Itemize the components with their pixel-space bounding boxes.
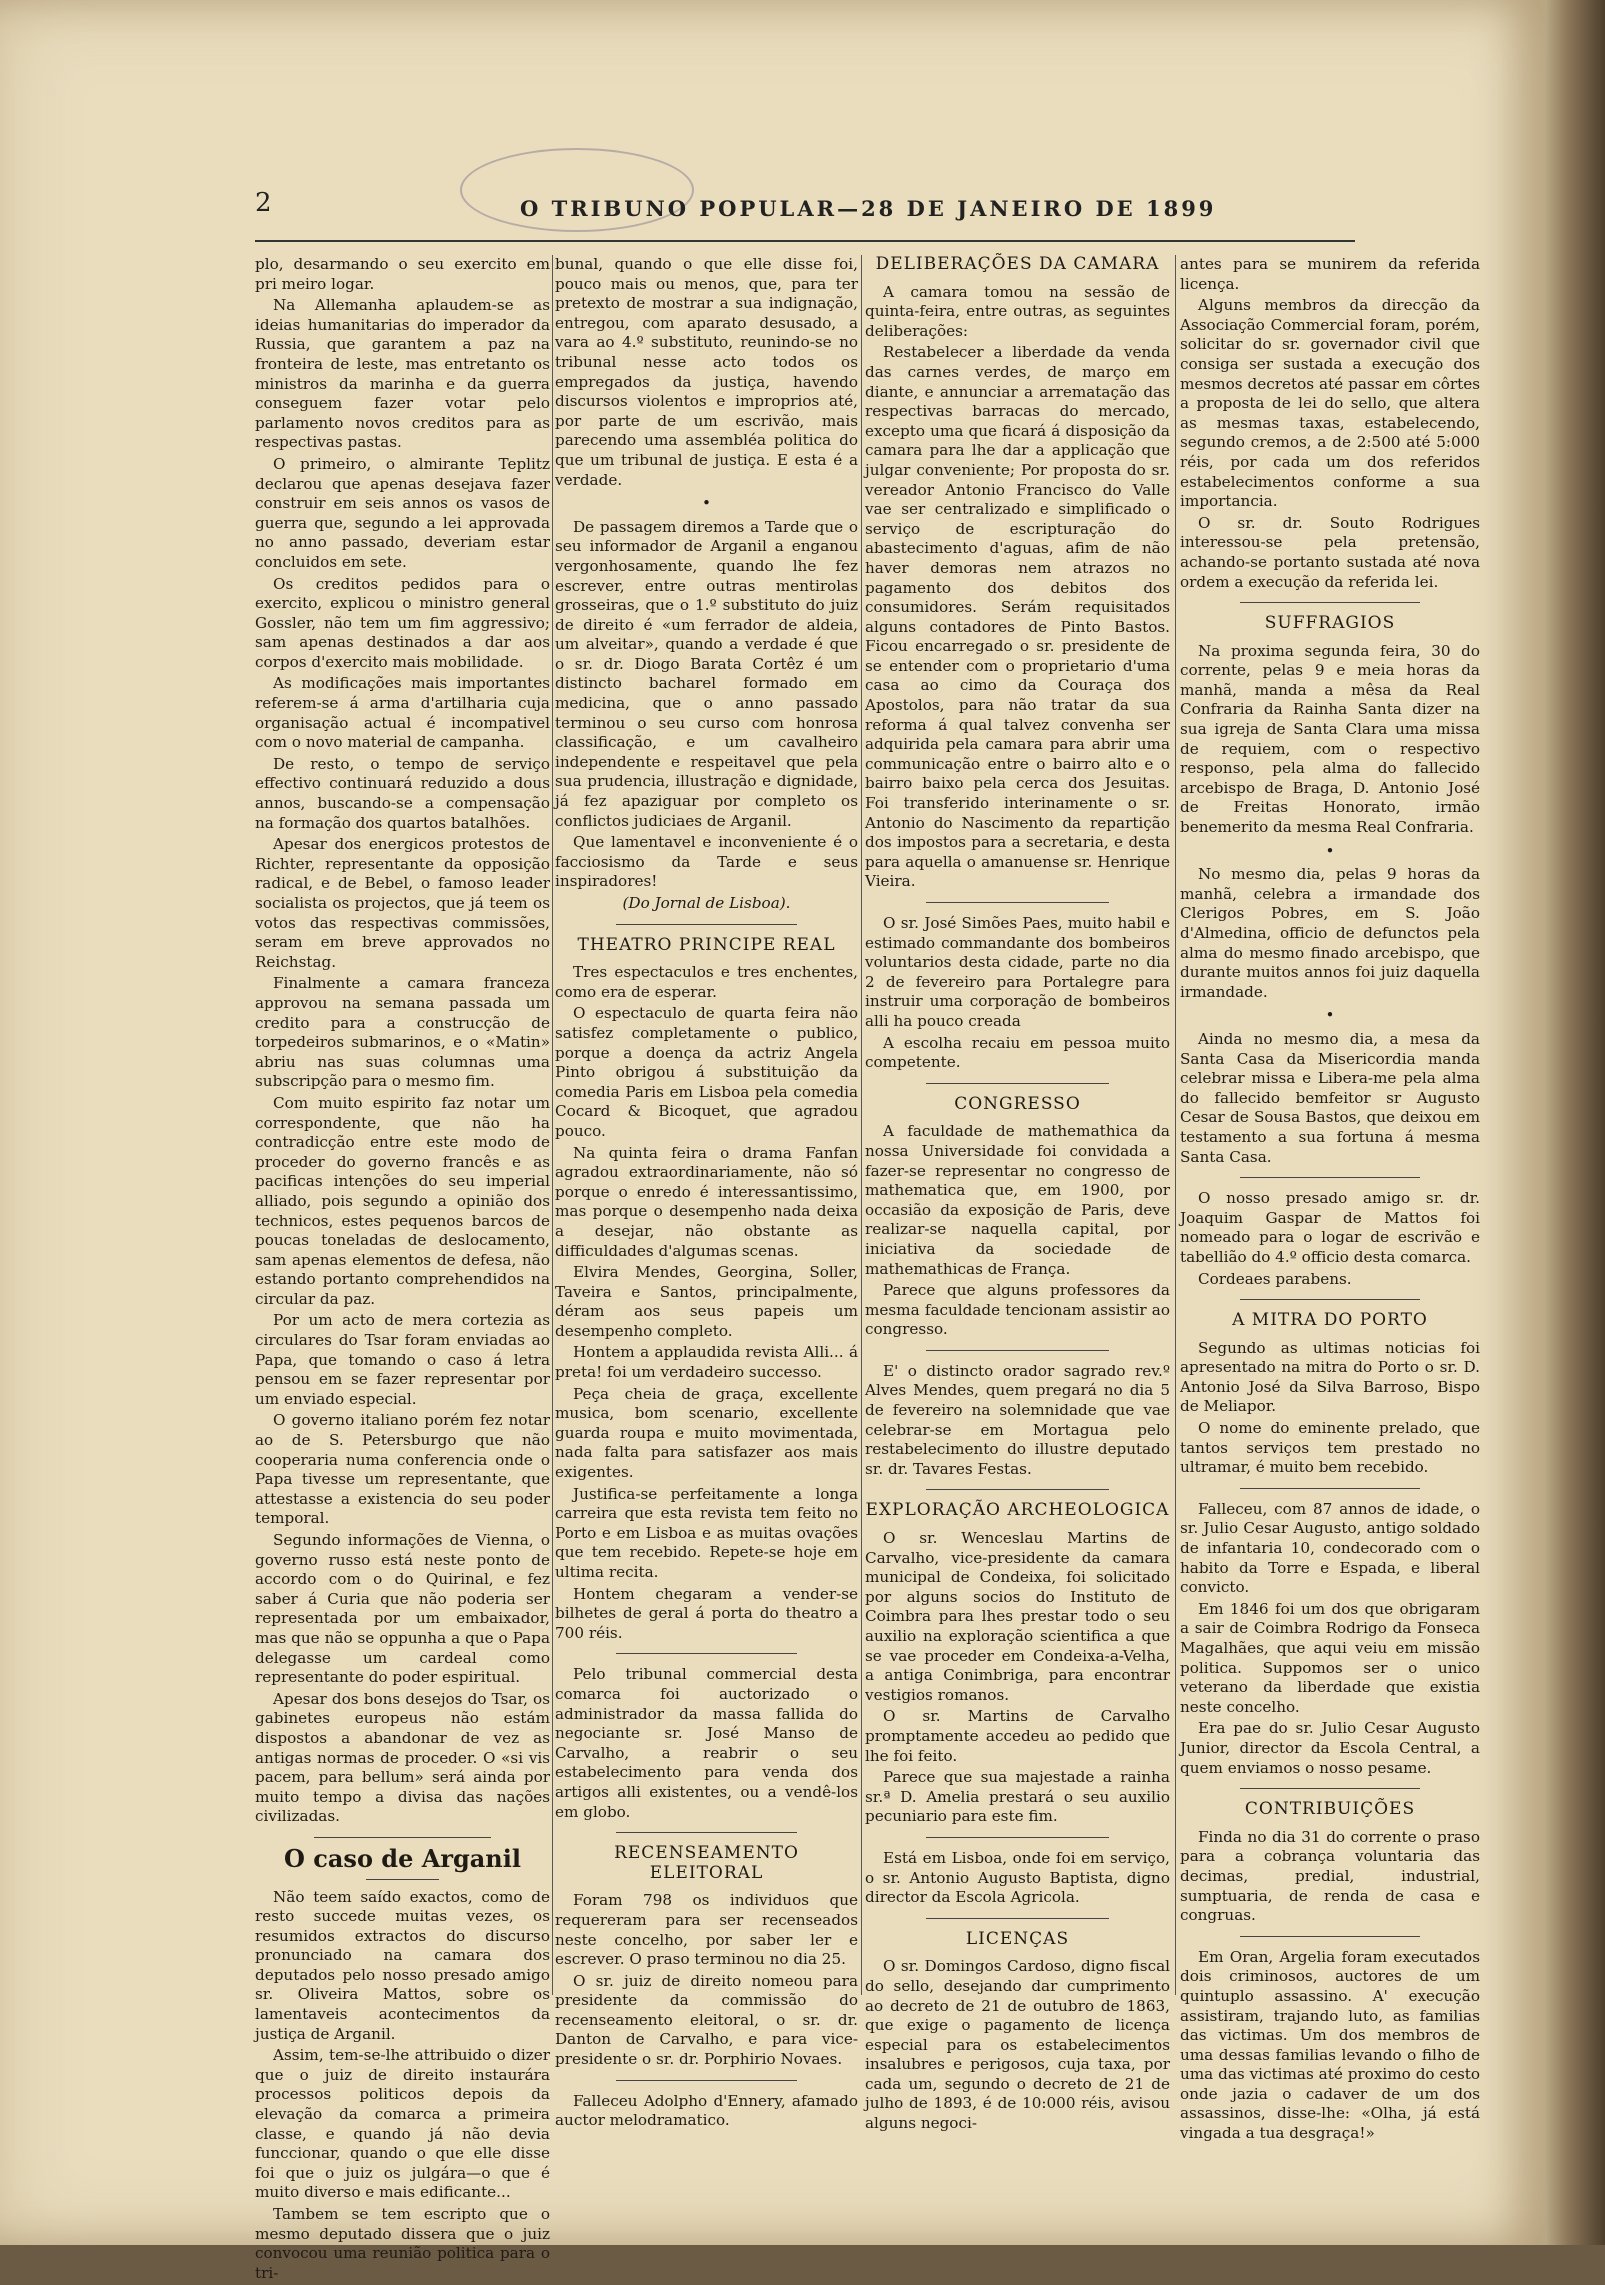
article-heading: RECENSEAMENTO ELEITORAL [614,1843,799,1883]
column-divider [861,255,862,1995]
paragraph: De passagem diremos a Tarde que o seu informador de Arganil a enganou vergonhosamente, quando lhe fez escrever, entre outras mentirolas grosseiras, que o 1.º substituto do juiz de direito é «um ferrador de aldeia, um alveitar», quando a verdade é que o sr. dr. Diogo Barata Cortêz é um distincto bacharel formado em medicina, que o anno passado terminou o seu curso com honrosa classificação, e um cavalheiro independente e respeitavel que pela sua prudencia, illustração e dignidade, já fez apaziguar por completo os conflictos judiciaes de Arganil. [555,517,858,830]
section-separator [314,1837,491,1839]
section-separator [926,902,1109,904]
section-separator [926,1837,1109,1839]
paragraph: O sr. Martins de Carvalho promptamente accedeu ao pedido que lhe foi feito. [865,1707,1170,1765]
paragraph: Restabelecer a liberdade da venda das carnes verdes, de março em diante, e annunciar a arrematação das respectivas barracas do mercado, excepto uma que ficará á disposição da camara para lhe dar a applicação que julgar conveniente; Por proposta do sr. vereador Antonio Francisco do Valle vae ser centralizado e simplificado o serviço de escripturação do abastecimento d'aguas, afim de não haver demoras nem atrazos no pagamento dos debitos dos consumidores. Serám requisitados alguns contadores de Pinto Bastos. Ficou encarregado o sr. presidente de se entender com o proprietario d'uma casa ao cimo da Couraça dos Apostolos, para não tratar da sua reforma á qual talvez convenha ser adquirida pela camara para abrir uma communicação entre o bairro alto e o bairro baixo pela cerca dos Jesuitas. Foi transferido interinamente o sr. Antonio do Nascimento da repartição dos impostos para a secretaria, e desta para aquella o amanuense sr. Henrique Vieira. [865,343,1170,891]
paragraph: De resto, o tempo de serviço effectivo continuará reduzido a dous annos, buscando-se a compensação na formação dos quartos batalhões. [255,754,550,832]
paragraph: Parece que alguns professores da mesma faculdade tencionam assistir ao congresso. [865,1281,1170,1339]
paragraph: Os creditos pedidos para o exercito, explicou o ministro general Gossler, não tem um fim aggressivo; sam apenas destinados a dar aos corpos d'exercito mais mobilidade. [255,574,550,671]
paragraph: Hontem chegaram a vender-se bilhetes de geral á porta do theatro a 700 réis. [555,1584,858,1642]
paragraph: Está em Lisboa, onde foi em serviço, o sr. Antonio Augusto Baptista, digno director da Escola Agricola. [865,1848,1170,1907]
column-3 [865,255,1170,2136]
paragraph: Ainda no mesmo dia, a mesa da Santa Casa da Misericordia manda celebrar missa e Libera-me pela alma do fallecido bemfeitor sr Augusto Cesar de Sousa Bastos, que deixou em testamento a sua fortuna á mesma Santa Casa. [1180,1029,1480,1166]
paragraph: Na proxima segunda feira, 30 do corrente, pelas 9 e meia horas da manhã, manda a mêsa da Real Confraria da Rainha Santa dizer na sua igreja de Santa Clara uma missa de requiem, com o respectivo responso, pela alma do fallecido arcebispo de Braga, D. Antonio José de Freitas Honorato, irmão benemerito da mesma Real Confraria. [1180,641,1480,837]
article-heading: O caso de Arganil [284,1843,521,1873]
paragraph: As modificações mais importantes referem-se á arma d'artilharia cuja organisação actual é incompativel com o novo material de campanha. [255,674,550,752]
section-separator [926,1083,1109,1085]
paragraph: Não teem saído exactos, como de resto succede muitas vezes, os resumidos extractos do discurso pronunciado na camara dos deputados pelo nosso presado amigo sr. Oliveira Mattos, sobre os lamentaveis acontecimentos da justiça de Arganil. [255,1887,550,2043]
section-separator [1240,1299,1420,1301]
paragraph: O sr. juiz de direito nomeou para presidente da commissão do recenseamento eleitoral, o sr. dr. Danton de Carvalho, e para vice-presidente o sr. dr. Porphirio Novaes. [555,1971,858,2069]
star-separator: • [702,494,711,513]
paragraph: Hontem a applaudida revista Alli... á preta! foi um verdadeiro successo. [555,1343,858,1382]
paragraph: Em Oran, Argelia foram executados dois criminosos, auctores de um quintuplo assassino. A' execução assistiram, trajando luto, as familias das victimas. Um dos membros de uma dessas familias levando o filho de uma das victimas até proximo do cesto onde jazia o cadaver de um dos assassinos, disse-lhe: «Olha, já está vingada a tua desgraça!» [1180,1947,1480,2143]
paragraph: Falleceu Adolpho d'Ennery, afamado auctor melodramatico. [555,2091,858,2130]
paragraph: Elvira Mendes, Georgina, Soller, Taveira e Santos, principalmente, déram aos seus papeis um desempenho completo. [555,1263,858,1340]
article-heading: A MITRA DO PORTO [1232,1310,1428,1331]
column-2 [555,255,858,2133]
paragraph: A escolha recaiu em pessoa muito competente. [865,1033,1170,1072]
paragraph: Apesar dos energicos protestos de Richter, representante da opposição radical, e de Bebel, o famoso leader socialista os projectos, que já teem os votos das respectivas commissões, seram em breve approvados no Reichstag. [255,835,550,971]
heading-rule [366,1879,440,1880]
masthead-rule [255,240,1355,242]
paragraph: O sr. Domingos Cardoso, digno fiscal do sello, desejando dar cumprimento ao decreto de 21 de outubro de 1863, que exige o pagamento de licença especial para os estabelecimentos insalubres e perigosos, cuja taxa, por cada um, segundo o decreto de 21 de julho de 1893, é de 10:000 réis, avisou alguns negoci- [865,1957,1170,2133]
paragraph: Que lamentavel e inconveniente é o facciosismo da Tarde e seus inspiradores! [555,833,858,891]
paragraph: Era pae do sr. Julio Cesar Augusto Junior, director da Escola Central, a quem enviamos o nosso pesame. [1180,1719,1480,1777]
paragraph: A camara tomou na sessão de quinta-feira, entre outras, as seguintes deliberações: [865,282,1170,340]
paragraph: O nome do eminente prelado, que tantos serviços tem prestado no ultramar, é muito bem recebido. [1180,1419,1480,1477]
column-1 [255,255,550,2285]
paragraph: Segundo as ultimas noticias foi apresentado na mitra do Porto o sr. D. Antonio José da Silva Barroso, Bispo de Meliapor. [1180,1338,1480,1416]
next-page-edge [1545,0,1605,2245]
paragraph: Pelo tribunal commercial desta comarca foi auctorizado o administrador da massa fallida do negociante sr. José Manso de Carvalho, a reabrir o seu estabelecimento para venda dos artigos alli existentes, ou a vendê-los em globo. [555,1665,858,1821]
paragraph: Segundo informações de Vienna, o governo russo está neste ponto de accordo com o do Quirinal, e fez saber á Curia que não poderia ser representada por um embaixador, mas que não se oppunha a que o Papa delegasse um cardeal como representante do poder espiritual. [255,1531,550,1687]
paragraph: Na Allemanha aplaudem-se as ideias humanitarias do imperador da Russia, que garantem a paz na fronteira de leste, mas entretanto os ministros da marinha e da guerra conseguem fazer votar pelo parlamento novos creditos para as respectivas pastas. [255,296,550,452]
paragraph: Em 1846 foi um dos que obrigaram a sair de Coimbra Rodrigo da Fonseca Magalhães, que aqui veiu em missão politica. Suppomos ser o unico veterano da liberdade que existia neste concelho. [1180,1599,1480,1716]
section-separator [926,1350,1109,1352]
paragraph: Na quinta feira o drama Fanfan agradou extraordinariamente, não só porque o enredo é interessantissimo, mas porque o desempenho nada deixa a desejar, não obstante as difficuldades d'algumas scenas. [555,1143,858,1260]
section-separator [1240,1488,1420,1490]
column-divider [1175,255,1176,1995]
paragraph: bunal, quando o que elle disse foi, pouco mais ou menos, que, para ter pretexto de mostrar a sua indignação, entregou, com aparato desusado, a vara ao 4.º substituto, reunindo-se no tribunal nesse acto todos os empregados da justiça, havendo discursos violentos e improprios até, por parte de um escrivão, mais parecendo uma assembléa politica do que um tribunal de justiça. E esta é a verdade. [555,255,858,489]
paragraph: Finda no dia 31 do corrente o praso para a cobrança voluntaria das decimas, predial, industrial, sumptuaria, de renda de casa e congruas. [1180,1827,1480,1925]
star-separator: • [1325,1006,1335,1025]
section-separator [1240,1177,1420,1179]
paragraph: Tres espectaculos e tres enchentes, como era de esperar. [555,963,858,1001]
column-4 [1180,255,1480,2146]
section-separator [926,1489,1109,1491]
section-separator [1240,602,1420,604]
section-separator [1240,1936,1420,1938]
section-separator [1240,1788,1420,1790]
paragraph: Por um acto de mera cortezia as circulares do Tsar foram enviadas ao Papa, que tomando o caso á letra pensou em se fazer representar por um enviado especial. [255,1311,550,1408]
paragraph: Peça cheia de graça, excellente musica, bom scenario, excellente guarda roupa e muito movimentada, nada falta para satisfazer aos mais exigentes. [555,1384,858,1482]
article-heading: EXPLORAÇÃO ARCHEOLOGICA [865,1500,1170,1521]
paragraph: plo, desarmando o seu exercito em pri meiro logar. [255,255,550,293]
paragraph: O espectaculo de quarta feira não satisfez completamente o publico, porque a doença da actriz Angela Pinto obrigou á substituição da comedia Paris em Lisboa pela comedia Cocard & Bicoquet, que agradou pouco. [555,1004,858,1140]
article-heading: LICENÇAS [965,1928,1070,1949]
paragraph: E' o distincto orador sagrado rev.º Alves Mendes, quem pregará no dia 5 de fevereiro na solemnidade que vae celebrar-se em Mortagua pelo restabelecimento do illustre deputado sr. dr. Tavares Festas. [865,1361,1170,1478]
paragraph: antes para se munirem da referida licença. [1180,255,1480,293]
paragraph: Falleceu, com 87 annos de idade, o sr. Julio Cesar Augusto, antigo soldado de infantaria 10, condecorado com o habito da Torre e Espada, e liberal convicto. [1180,1499,1480,1597]
paragraph: Foram 798 os individuos que requereram para ser recenseados neste concelho, por saber ler e escrever. O praso terminou no dia 25. [555,1891,858,1969]
paragraph: A faculdade de mathemathica da nossa Universidade foi convidada a fazer-se representar no congresso de mathematica que, em 1900, por occasião da exposição de Paris, deve realizar-se naquella capital, por iniciativa da sociedade de mathemathicas de França. [865,1122,1170,1278]
section-separator [616,924,798,926]
article-heading: CONGRESSO [954,1093,1081,1114]
paragraph: Assim, tem-se-lhe attribuido o dizer que o juiz de direito instaurára processos politicos depois da elevação da comarca a primeira classe, e quando já não devia funccionar, quando o que elle disse foi que o juiz os julgára—o que é muito diverso e mais edificante... [255,2046,550,2202]
section-separator [616,1653,798,1655]
paragraph: No mesmo dia, pelas 9 horas da manhã, celebra a irmandade dos Clerigos Pobres, em S. João d'Almedina, officio de defunctos pela alma do mesmo finado arcebispo, que durante muitos annos foi juiz daquella irmandade. [1180,865,1480,1001]
paragraph: Tambem se tem escripto que o mesmo deputado dissera que o juiz convocou uma reunião politica para o tri- [255,2205,550,2282]
masthead-title: O TRIBUNO POPULAR—28 DE JANEIRO DE 1899 [520,196,1217,221]
paragraph: Parece que sua majestade a rainha sr.ª D. Amelia prestará o seu auxilio pecuniario para este fim. [865,1768,1170,1826]
source-credit: (Do Jornal de Lisboa). [622,894,791,912]
paragraph: Apesar dos bons desejos do Tsar, os gabinetes europeus não estám dispostos a abandonar de vez as antigas normas de proceder. O «si vis pacem, para bellum» será ainda por muito tempo a divisa das nações civilizadas. [255,1689,550,1826]
section-separator [616,2080,798,2082]
column-divider [552,255,553,1995]
paragraph: O sr. José Simões Paes, muito habil e estimado commandante dos bombeiros voluntarios desta cidade, parte no dia 2 de fevereiro para Portalegre para instruir uma corporação de bombeiros alli ha pouco creada [865,914,1170,1030]
article-heading: THEATRO PRINCIPE REAL [577,934,836,955]
section-separator [616,1832,798,1834]
paragraph: O nosso presado amigo sr. dr. Joaquim Gaspar de Mattos foi nomeado para o logar de escrivão e tabellião do 4.º officio desta comarca. [1180,1189,1480,1266]
paragraph: Finalmente a camara franceza approvou na semana passada um credito para a construcção de torpedeiros submarinos, e o «Matin» abriu nas suas columnas uma subscripção para o mesmo fim. [255,974,550,1091]
section-separator [926,1918,1109,1920]
paragraph: O primeiro, o almirante Teplitz declarou que apenas desejava fazer construir em seis annos os vasos de guerra que, segundo a lei approvada no anno passado, deveriam estar concluidos em sete. [255,454,550,571]
article-heading: CONTRIBUIÇÕES [1244,1799,1416,1820]
article-heading: SUFFRAGIOS [1264,613,1396,634]
paragraph: O sr. dr. Souto Rodrigues interessou-se pela pretensão, achando-se portanto sustada até nova ordem a execução da referida lei. [1180,513,1480,591]
article-heading: DELIBERAÇÕES DA CAMARA [875,254,1160,274]
paragraph: Alguns membros da direcção da Associação Commercial foram, porém, solicitar do sr. governador civil que consiga ser sustada a execução dos mesmos decretos até passar em côrtes a proposta de lei do sello, que altera as mesmas taxas, estabelecendo, segundo cremos, a de 2:500 até 5:000 réis, por cada um dos referidos estabelecimentos conforme a sua importancia. [1180,296,1480,511]
paragraph: O governo italiano porém fez notar ao de S. Petersburgo que não cooperaria numa conferencia onde o Papa tivesse um representante, que attestasse a existencia do seu poder temporal. [255,1411,550,1528]
page-number: 2 [255,188,272,218]
paragraph: Com muito espirito faz notar um correspondente, que não ha contradicção entre este modo de proceder do governo francês e as pacificas intenções do seu imperial alliado, pois segundo a opinião dos technicos, estes pequenos barcos de poucas toneladas de deslocamento, sam apenas elementos de defesa, não estando portanto comprehendidos na circular da paz. [255,1093,550,1308]
paragraph: Justifica-se perfeitamente a longa carreira que esta revista tem feito no Porto e em Lisboa e as muitas ovações que tem recebido. Repete-se hoje em ultima recita. [555,1484,858,1581]
paragraph: Cordeaes parabens. [1198,1269,1352,1288]
paragraph: O sr. Wenceslau Martins de Carvalho, vice-presidente da camara municipal de Condeixa, foi solicitado por alguns socios do Instituto de Coimbra para lhes prestar todo o seu auxilio na exploração scientifica a que se vae proceder em Condeixa-a-Velha, a antiga Conimbriga, para encontrar vestigios romanos. [865,1529,1170,1704]
star-separator: • [1325,841,1335,860]
